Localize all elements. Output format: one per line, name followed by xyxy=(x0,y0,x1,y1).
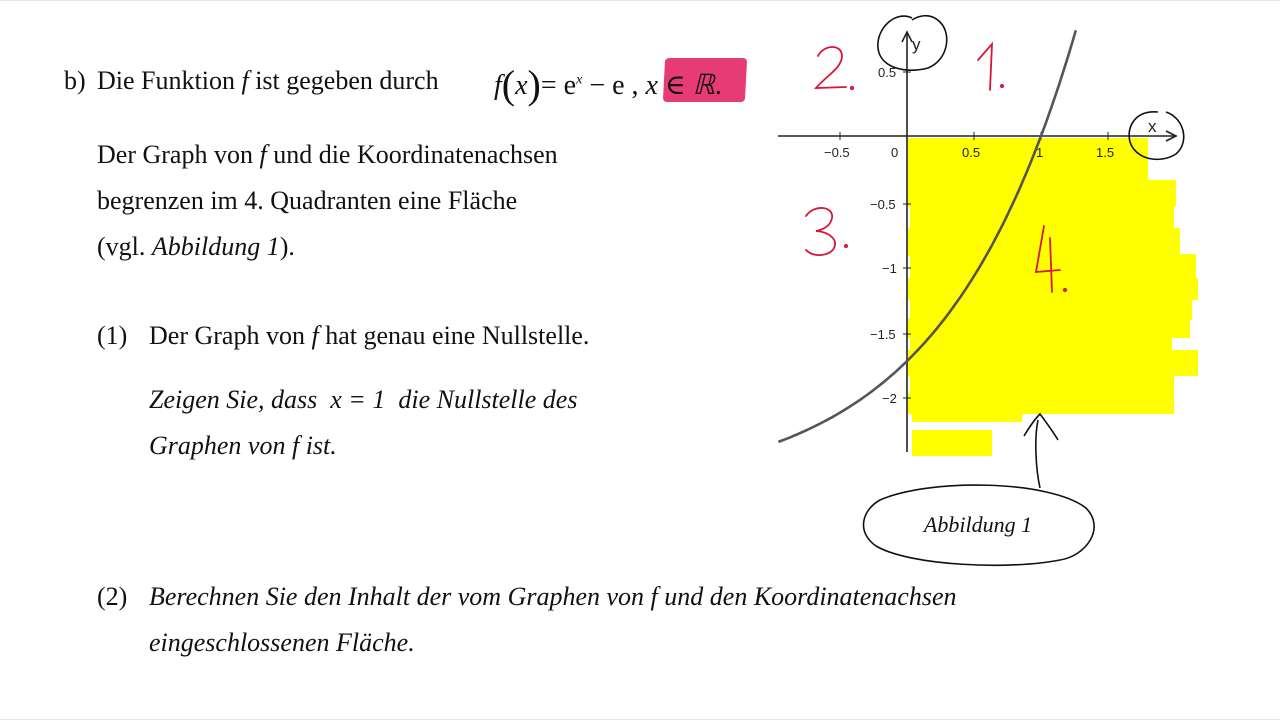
paragraph-line-1: Der Graph von f und die Koordinatenachsen xyxy=(97,140,558,169)
subtask2-line-1: Berechnen Sie den Inhalt der vom Graphen von f und den Koordinatenachsen xyxy=(149,582,957,611)
quadrant-mark-2 xyxy=(816,47,846,88)
x-tick-label: 1.5 xyxy=(1096,145,1115,160)
y-tick-label: −0.5 xyxy=(870,197,896,212)
subtask2-number: (2) xyxy=(97,582,128,611)
task-intro: Die Funktion f ist gegeben durch xyxy=(97,66,439,95)
domain-expression: x ∈ ℝ xyxy=(645,70,715,101)
subtask1-instruction-line-2: Graphen von f ist. xyxy=(149,431,337,460)
x-tick-label: 0.5 xyxy=(962,145,981,160)
caption-pointer xyxy=(1024,414,1058,488)
quadrant-mark-3 xyxy=(806,208,835,255)
function-definition: $f(x)= e^x - e$ , x ∈ ℝ. xyxy=(494,62,722,107)
paragraph-line-2: begrenzen im 4. Quadranten eine Fläche xyxy=(97,186,518,215)
task-label: b) xyxy=(64,66,86,95)
x-axis-label: x xyxy=(1148,117,1157,136)
subtask1-number: (1) xyxy=(97,321,128,350)
y-tick-label: −1 xyxy=(882,261,897,276)
figure-caption: Abbildung 1 xyxy=(923,512,1033,537)
quadrant-mark-1 xyxy=(978,44,992,90)
y-tick-label: 0.5 xyxy=(878,65,897,80)
x-tick-label: 1 xyxy=(1036,145,1044,160)
x-tick-label: −0.5 xyxy=(824,145,850,160)
y-tick-label: −1.5 xyxy=(870,327,896,342)
x-tick-label: 0 xyxy=(891,145,899,160)
subtask1-statement: Der Graph von f hat genau eine Nullstelle. xyxy=(149,321,590,350)
subtask1-instruction-line-1: Zeigen Sie, dass x = 1 die Nullstelle des xyxy=(149,385,578,414)
yellow-highlight xyxy=(908,138,1198,456)
y-tick-label: −2 xyxy=(882,391,897,406)
y-axis-label: y xyxy=(912,35,921,54)
subtask2-line-2: eingeschlossenen Fläche. xyxy=(149,628,415,657)
paragraph-line-3: (vgl. Abbildung 1). xyxy=(97,232,295,261)
